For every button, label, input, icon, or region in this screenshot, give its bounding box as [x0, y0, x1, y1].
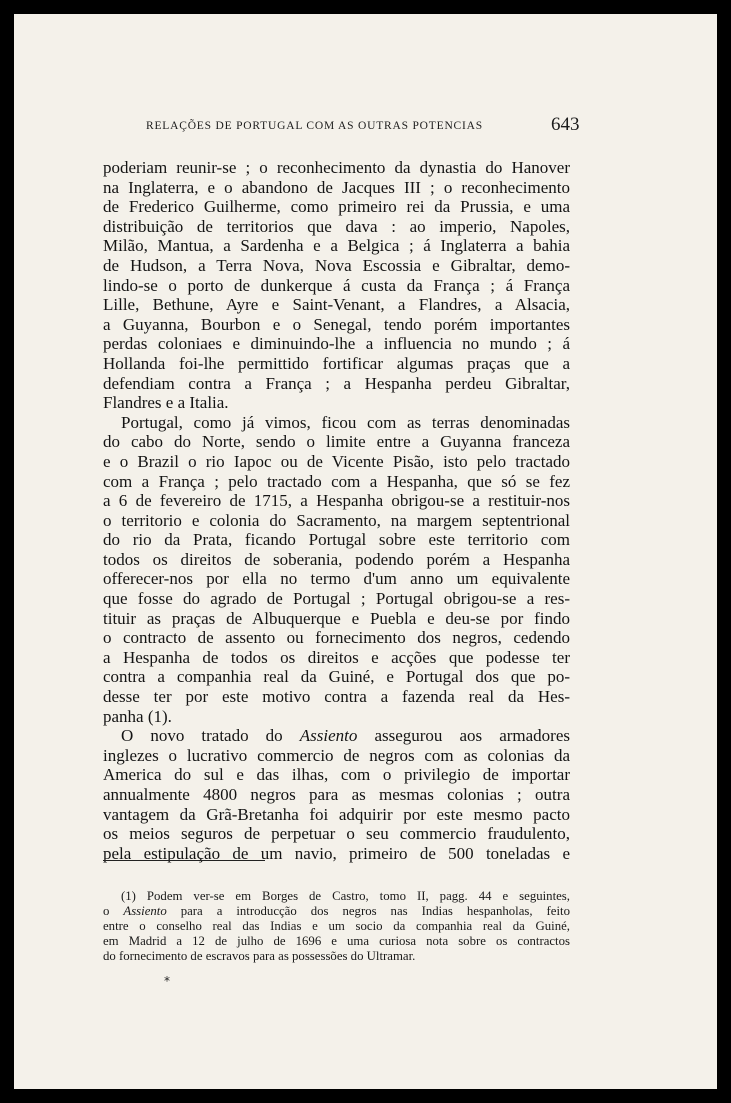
text-fragment: assegurou aos armadores [374, 726, 571, 746]
text-line: pela estipulação de um navio, primeiro de 500 toneladas e [103, 843, 570, 863]
page-number: 643 [551, 114, 580, 135]
text-line: panha (1). [103, 706, 172, 726]
text-line: o contracto de assento ou fornecimento dos negros, cedendo [103, 628, 570, 648]
text-line: na Inglaterra, e o abandono de Jacques III ; o reconhecimento [103, 177, 570, 197]
footnote-divider [103, 860, 265, 861]
footnote-line: entre o conselho real das Indias e um socio da companhia real da Guiné, [103, 919, 570, 933]
footnote-line: do fornecimento de escravos para as possessões do Ultramar. [103, 949, 416, 963]
paragraph-start: Portugal, como já vimos, ficou com as terras denominadas [121, 412, 570, 432]
text-line: do cabo do Norte, sendo o limite entre a Guyanna franceza [103, 432, 570, 452]
text-line: Lille, Bethune, Ayre e Saint-Venant, a Flandres, a Alsacia, [103, 295, 570, 315]
text-line: Hollanda foi-lhe permittido fortificar algumas praças que a [103, 353, 570, 373]
text-line: do rio da Prata, ficando Portugal sobre este territorio com [103, 530, 570, 550]
italic-term: Assiento [299, 726, 358, 746]
text-line: e o Brazil o rio Iapoc ou de Vicente Pisão, isto pelo tractado [103, 451, 570, 471]
text-line: desse ter por este motivo contra a fazenda real da Hes- [103, 687, 570, 707]
text-line: os meios seguros de perpetuar o seu commercio fraudulento, [103, 824, 570, 844]
text-fragment: para a introducção dos negros nas Indias hespanholas, feito [180, 904, 570, 918]
text-line: America do sul e das ilhas, com o privilegio de importar [103, 765, 570, 785]
text-line: contra a companhia real da Guiné, e Portugal dos que po- [103, 667, 570, 687]
paragraph-start [103, 726, 570, 746]
text-line: a Hespanha de todos os direitos e acções que podesse ter [103, 647, 570, 667]
text-line: a 6 de fevereiro de 1715, a Hespanha obrigou-se a restituir-nos [103, 491, 570, 511]
text-line: a Guyanna, Bourbon e o Senegal, tendo porém importantes [103, 314, 570, 334]
text-line: todos os direitos de soberania, podendo porém a Hespanha [103, 549, 570, 569]
text-line: offerecer-nos por ella no termo d'um anno um equivalente [103, 569, 570, 589]
text-line: tituir as praças de Albuquerque e Puebla e deu-se por findo [103, 608, 570, 628]
footnote-line: em Madrid a 12 de julho de 1696 e uma curiosa nota sobre os contractos [103, 934, 570, 948]
text-line: annualmente 4800 negros para as mesmas colonias ; outra [103, 785, 570, 804]
body-text [103, 158, 570, 863]
footnote-line [103, 904, 570, 919]
text-line: Flandres e a Italia. [103, 393, 229, 413]
footnote [103, 889, 570, 964]
text-line: Milão, Mantua, a Sardenha e a Belgica ; á Inglaterra a bahia [103, 236, 570, 256]
asterisk-mark: * [164, 974, 170, 988]
running-title: RELAÇÕES DE PORTUGAL COM AS OUTRAS POTENCIAS [146, 120, 483, 132]
text-line: de Frederico Guilherme, como primeiro rei da Prussia, e uma [103, 197, 570, 217]
footnote-line: (1) Podem ver-se em Borges de Castro, tomo II, pagg. 44 e seguintes, [121, 889, 570, 903]
text-line: poderiam reunir-se ; o reconhecimento da dynastia do Hanover [103, 158, 570, 177]
text-line: distribuição de territorios que dava : ao imperio, Napoles, [103, 216, 570, 236]
text-fragment: o [103, 904, 110, 918]
text-line: que fosse do agrado de Portugal ; Portugal obrigou-se a res- [103, 589, 570, 609]
text-line: vantagem da Grã-Bretanha foi adquirir por este mesmo pacto [103, 804, 570, 824]
book-page [14, 14, 717, 1089]
italic-term: Assiento [123, 904, 167, 918]
text-line: inglezes o lucrativo commercio de negros com as colonias da [103, 745, 570, 765]
text-line: com a França ; pelo tractado com a Hespanha, que só se fez [103, 471, 570, 491]
text-line: lindo-se o porto de dunkerque á custa da França ; á França [103, 275, 570, 295]
text-line: o territorio e colonia do Sacramento, na margem septentrional [103, 510, 570, 530]
text-fragment: O novo tratado do [121, 726, 283, 746]
text-line: defendiam contra a França ; a Hespanha perdeu Gibraltar, [103, 373, 570, 393]
text-line: de Hudson, a Terra Nova, Nova Escossia e Gibraltar, demo- [103, 255, 570, 275]
text-line: perdas coloniaes e diminuindo-lhe a influencia no mundo ; á [103, 334, 570, 354]
